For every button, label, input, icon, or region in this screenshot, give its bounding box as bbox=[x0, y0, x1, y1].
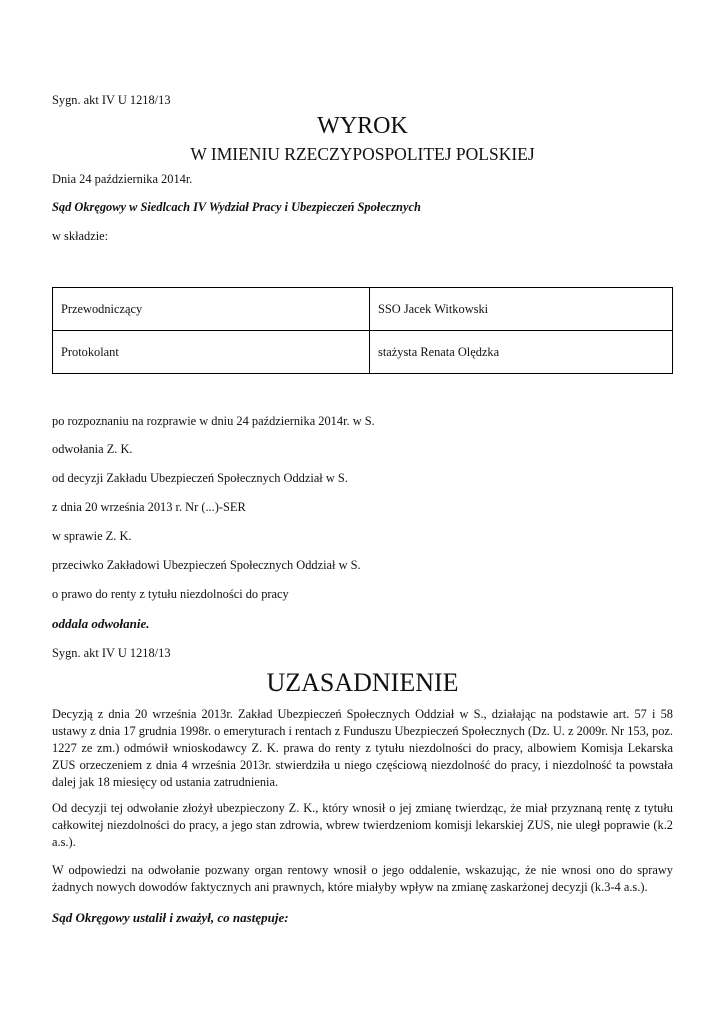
justification-paragraph: W odpowiedzi na odwołanie pozwany organ rentowy wnosił o jego oddalenie, wskazując, że nie wnosi ono do sprawy żadnych nowych dowodów faktycznych ani prawnych, które miałyby wpływ na zmianę zaskarżonej decyzji (k.3-4 a.s.). bbox=[52, 863, 673, 894]
case-detail-line: odwołania Z. K. bbox=[52, 442, 133, 456]
court-name: Sąd Okręgowy w Siedlcach IV Wydział Pracy i Ubezpieczeń Społecznych bbox=[52, 200, 421, 214]
panel-member: stażysta Renata Olędzka bbox=[370, 331, 673, 374]
court-panel-table bbox=[52, 287, 673, 374]
case-detail-line: o prawo do renty z tytułu niezdolności do pracy bbox=[52, 587, 289, 601]
case-detail-line: przeciwko Zakładowi Ubezpieczeń Społecznych Oddział w S. bbox=[52, 558, 361, 572]
verdict: oddala odwołanie. bbox=[52, 616, 150, 631]
case-reference-2: Sygn. akt IV U 1218/13 bbox=[52, 646, 171, 660]
findings-heading: Sąd Okręgowy ustalił i zważył, co następuje: bbox=[52, 910, 289, 925]
panel-role: Przewodniczący bbox=[53, 288, 370, 331]
document-subtitle: W IMIENIU RZECZYPOSPOLITEJ POLSKIEJ bbox=[190, 144, 535, 164]
justification-paragraph: Decyzją z dnia 20 września 2013r. Zakład Ubezpieczeń Społecznych Oddział w S., działając na podstawie art. 57 i 58 ustawy z dnia 17 grudnia 1998r. o emeryturach i rentach z Funduszu Ubezpieczeń Społecznych (Dz. U. z 2009r. Nr 153, poz. 1227 ze zm.) odmówił wnioskodawcy Z. K. prawa do renty z tytułu niezdolności do pracy, albowiem Komisja Lekarska ZUS orzeczeniem z dnia 4 września 2013r. stwierdziła u niego częściową niezdolność do pracy, i niezdolność ta powstała dalej jak 18 miesięcy od ustania zatrudnienia. bbox=[52, 707, 673, 789]
case-detail-line: z dnia 20 września 2013 r. Nr (...)-SER bbox=[52, 500, 246, 514]
case-detail-line: od decyzji Zakładu Ubezpieczeń Społecznych Oddział w S. bbox=[52, 471, 348, 485]
justification-heading: UZASADNIENIE bbox=[266, 668, 459, 697]
table-row bbox=[53, 288, 673, 331]
table-row bbox=[53, 331, 673, 374]
panel-role: Protokolant bbox=[53, 331, 370, 374]
case-reference: Sygn. akt IV U 1218/13 bbox=[52, 93, 171, 107]
panel-member: SSO Jacek Witkowski bbox=[370, 288, 673, 331]
case-detail-line: w sprawie Z. K. bbox=[52, 529, 132, 543]
composition-label: w składzie: bbox=[52, 229, 109, 243]
case-detail-line: po rozpoznaniu na rozprawie w dniu 24 października 2014r. w S. bbox=[52, 414, 375, 428]
judgment-date: Dnia 24 października 2014r. bbox=[52, 172, 193, 186]
justification-paragraph: Od decyzji tej odwołanie złożył ubezpieczony Z. K., który wnosił o jej zmianę twierdząc, że miał przyznaną rentę z tytułu całkowitej niezdolności do pracy, a jego stan zdrowia, wbrew twierdzeniom komisji lekarskiej ZUS, nie uległ poprawie (k.2 a.s.). bbox=[52, 801, 673, 849]
document-title: WYROK bbox=[317, 113, 408, 139]
